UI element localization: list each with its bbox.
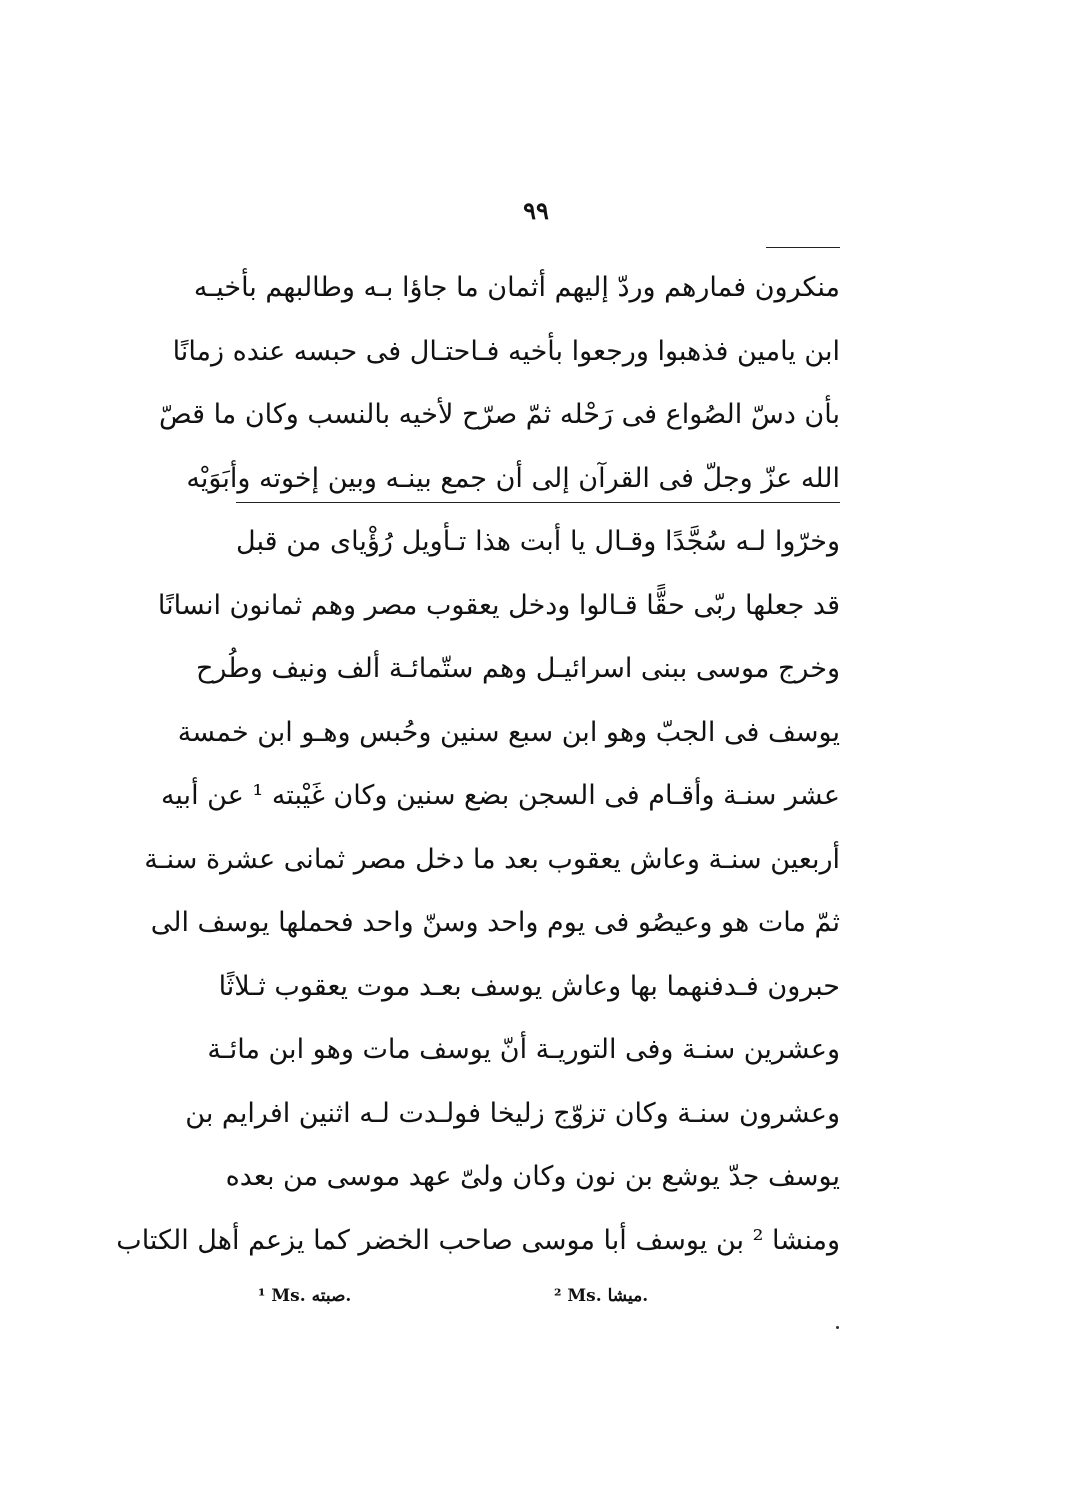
- text-line: أربعين سنـة وعاش يعقوب بعد ما دخل مصر ثمانى عشرة سنـة: [144, 843, 840, 875]
- top-rule: [766, 247, 840, 248]
- text-line: ابن يامين فذهبوا ورجعوا بأخيه فـاحتـال فى حبسه عنده زمانًا: [172, 335, 840, 367]
- text-line: يوسف جدّ يوشع بن نون وكان ولىّ عهد موسى من بعده: [225, 1161, 840, 1192]
- text-line: وخرج موسى ببنى اسرائيـل وهم ستّمائـة ألف ونيف وطُرح: [195, 653, 840, 684]
- footnote-1: ¹ Ms. صبته.: [258, 1286, 352, 1306]
- text-line: وخرّوا لـه سُجَّدًا وقـال يا أبت هذا تـأويل رُؤْياى من قبل: [236, 526, 840, 557]
- text-line: عشر سنـة وأقـام فى السجن بضع سنين وكان غَيْبته ¹ عن أبيه: [160, 780, 840, 811]
- page-number: ٩٩: [523, 196, 549, 225]
- text-line: حبرون فـدفنهما بها وعاش يوسف بعـد موت يعقوب ثـلاثًا: [218, 970, 840, 1002]
- text-line: يوسف فى الجبّ وهو ابن سبع سنين وحُبس وهـو ابن خمسة: [177, 716, 840, 748]
- footnote-2: ² Ms. ميشا.: [554, 1286, 649, 1306]
- footnotes: [236, 1286, 840, 1316]
- text-line: الله عزّ وجلّ فى القرآن إلى أن جمع بينـه وبين إخوته وأبَوَيْه: [186, 462, 840, 494]
- text-line: ثمّ مات هو وعيصُو فى يوم واحد وسنّ واحد فحملها يوسف الى: [150, 907, 840, 938]
- text-line: قد جعلها ربّى حقًّا قـالوا ودخل يعقوب مصر وهم ثمانون انسانًا: [157, 589, 840, 621]
- text-line: وعشرون سنـة وكان تزوّج زليخا فولـدت لـه اثنين افرايم بن: [185, 1097, 840, 1129]
- text-line: وعشرين سنـة وفى التوريـة أنّ يوسف مات وهو ابن مائـة: [207, 1034, 840, 1065]
- text-line: منكرون فمارهم وردّ إليهم أثمان ما جاؤا بـه وطالبهم بأخيـه: [193, 272, 840, 303]
- text-line: بأن دسّ الصُواع فى رَحْله ثمّ صرّح لأخيه بالنسب وكان ما قصّ: [159, 399, 840, 430]
- body-text: [116, 256, 840, 1272]
- stray-mark: [836, 1326, 839, 1329]
- text-line: ومنشا ² بن يوسف أبا موسى صاحب الخضر كما يزعم أهل الكتاب: [116, 1224, 840, 1256]
